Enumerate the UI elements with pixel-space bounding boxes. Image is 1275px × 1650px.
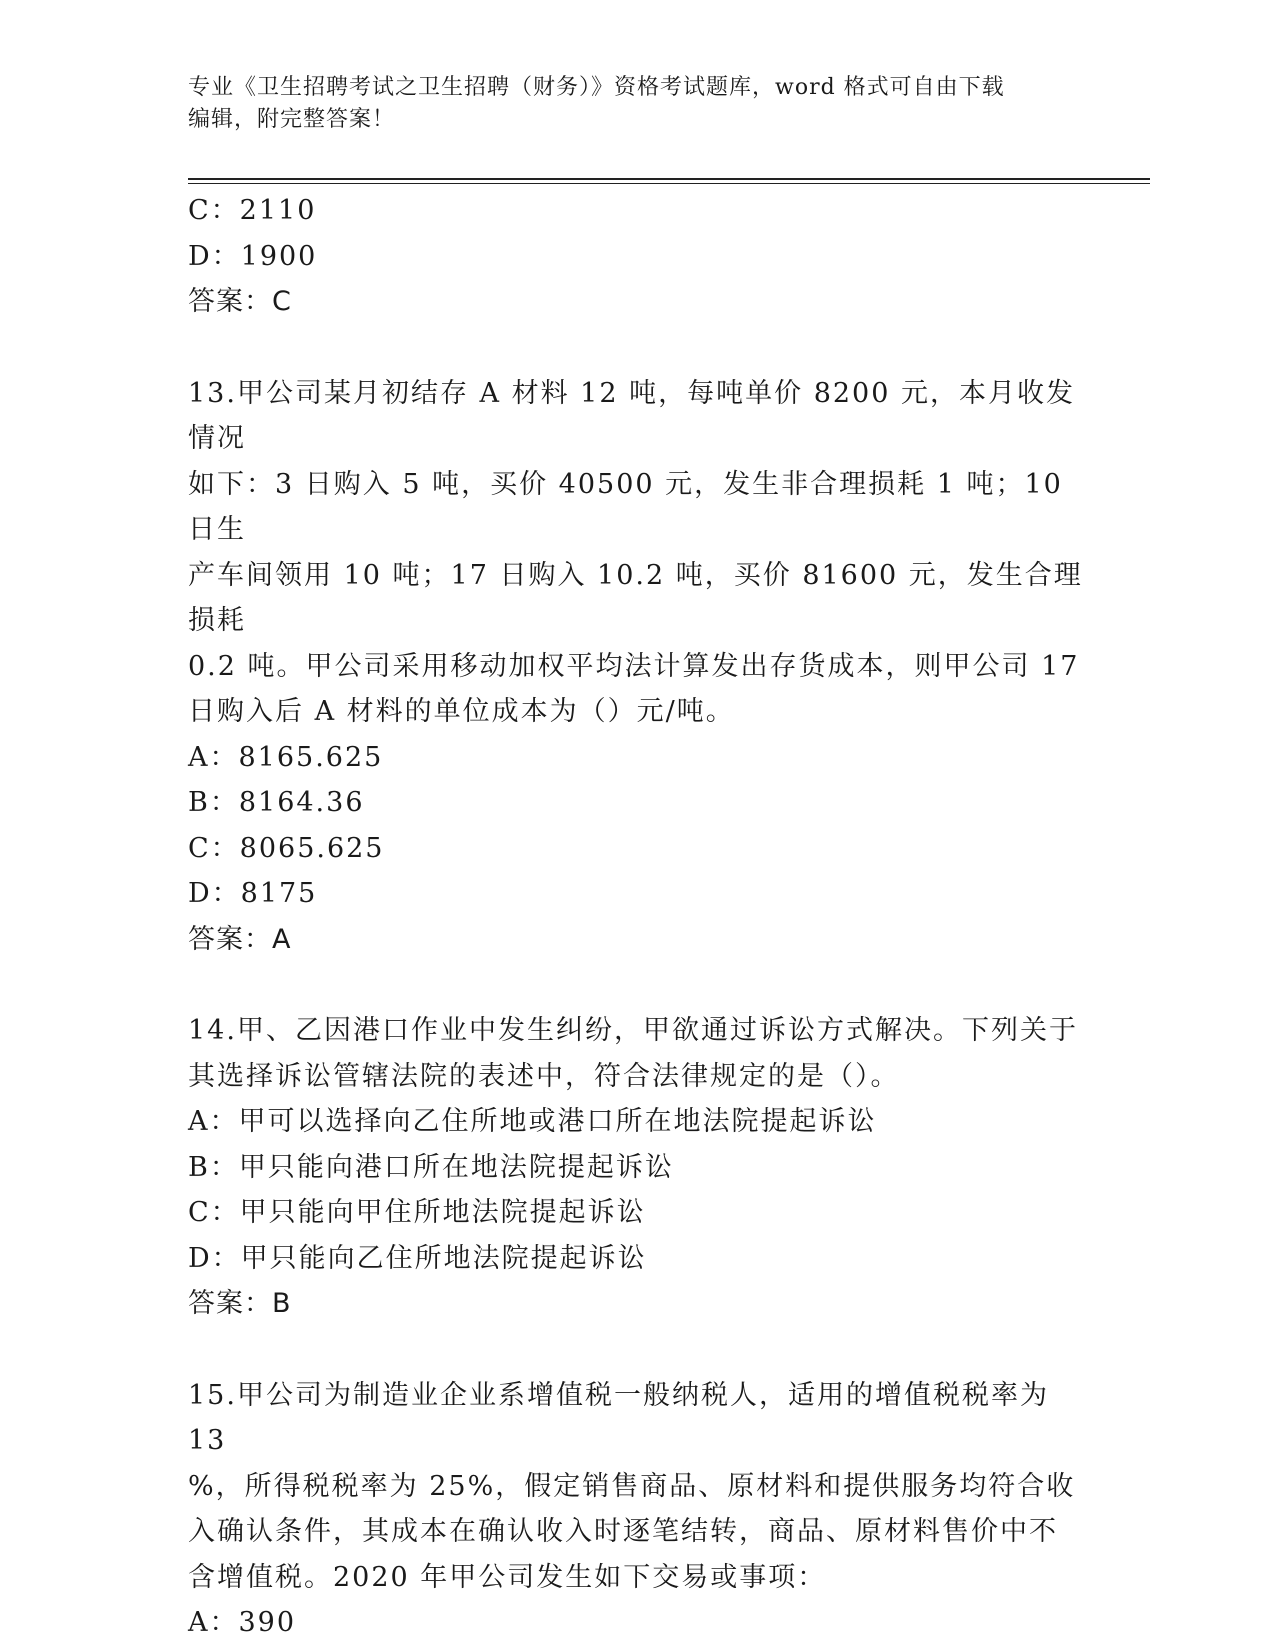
- question-text-line: 日购入后 A 材料的单位成本为（）元/吨。: [188, 696, 735, 727]
- option-a: A：8165.625: [188, 741, 384, 773]
- question-15: [188, 1373, 1088, 1646]
- option-d: D：8175: [188, 878, 318, 909]
- answer-line: 答案：C: [188, 286, 292, 317]
- question-text: [188, 1373, 1088, 1601]
- question-text-line: 15.甲公司为制造业企业系增值税一般纳税人，适用的增值税税率为 13: [188, 1379, 1049, 1456]
- spacer: [188, 1327, 1088, 1373]
- question-text: [188, 371, 1088, 735]
- question-text-line: 含增值税。2020 年甲公司发生如下交易或事项：: [188, 1561, 827, 1593]
- question-text-line: 如下：3 日购入 5 吨，买价 40500 元，发生非合理损耗 1 吨；10 日生: [188, 468, 1063, 545]
- option-c: C：2110: [188, 195, 317, 226]
- previous-question-tail: [188, 188, 1088, 325]
- question-text-line: 0.2 吨。甲公司采用移动加权平均法计算发出存货成本，则甲公司 17: [188, 650, 1080, 682]
- header-line-2: 编辑，附完整答案！: [188, 107, 396, 132]
- option-b: B：甲只能向港口所在地法院提起诉讼: [188, 1151, 674, 1183]
- document-header: [188, 72, 1088, 136]
- document-body: [188, 188, 1088, 1646]
- question-text-line: 其选择诉讼管辖法院的表述中，符合法律规定的是（）。: [188, 1060, 900, 1092]
- spacer: [188, 325, 1088, 371]
- header-line-1: 专业《卫生招聘考试之卫生招聘（财务）》资格考试题库，word 格式可自由下载: [188, 75, 1005, 100]
- header-rule-thin: [188, 183, 1150, 184]
- question-text-line: %，所得税税率为 25%，假定销售商品、原材料和提供服务均符合收: [188, 1470, 1076, 1502]
- option-c: C：甲只能向甲住所地法院提起诉讼: [188, 1197, 646, 1228]
- question-text-line: 入确认条件，其成本在确认收入时逐笔结转，商品、原材料售价中不: [188, 1516, 1058, 1547]
- question-text-line: 13.甲公司某月初结存 A 材料 12 吨，每吨单价 8200 元，本月收发情况: [188, 377, 1076, 454]
- option-a: A：390: [188, 1607, 297, 1638]
- answer-line: 答案：A: [188, 923, 292, 955]
- question-text-line: 产车间领用 10 吨；17 日购入 10.2 吨，买价 81600 元，发生合理损耗: [188, 559, 1083, 636]
- option-a: A：甲可以选择向乙住所地或港口所在地法院提起诉讼: [188, 1106, 877, 1137]
- spacer: [188, 962, 1088, 1008]
- option-d: D：1900: [188, 240, 318, 272]
- question-13: [188, 371, 1088, 963]
- question-text-line: 14.甲、乙因港口作业中发生纠纷，甲欲通过诉讼方式解决。下列关于: [188, 1015, 1078, 1046]
- question-14: [188, 1008, 1088, 1327]
- answer-line: 答案：B: [188, 1288, 292, 1319]
- option-c: C：8065.625: [188, 832, 385, 864]
- header-rule-thick: [188, 178, 1150, 180]
- question-text: [188, 1008, 1088, 1099]
- option-b: B：8164.36: [188, 787, 365, 818]
- option-d: D：甲只能向乙住所地法院提起诉讼: [188, 1242, 647, 1274]
